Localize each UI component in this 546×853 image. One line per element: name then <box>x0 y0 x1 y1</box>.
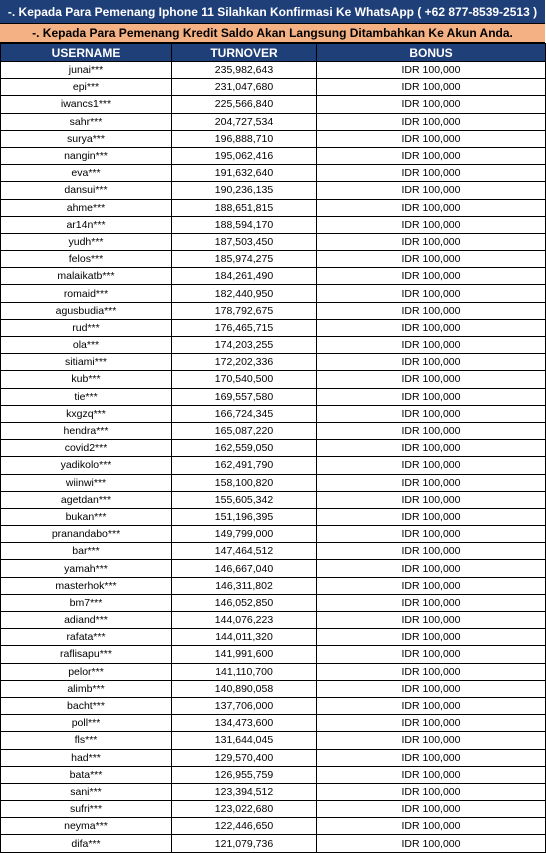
bonus-cell: IDR 100,000 <box>317 422 546 439</box>
turnover-cell: 126,955,759 <box>172 766 317 783</box>
turnover-cell: 147,464,512 <box>172 543 317 560</box>
turnover-cell: 178,792,675 <box>172 302 317 319</box>
turnover-cell: 137,706,000 <box>172 697 317 714</box>
bonus-cell: IDR 100,000 <box>317 732 546 749</box>
turnover-cell: 187,503,450 <box>172 233 317 250</box>
table-row <box>1 371 546 388</box>
header-username: USERNAME <box>1 44 172 62</box>
bonus-cell: IDR 100,000 <box>317 268 546 285</box>
table-row <box>1 526 546 543</box>
table-row <box>1 697 546 714</box>
bonus-cell: IDR 100,000 <box>317 319 546 336</box>
turnover-cell: 141,991,600 <box>172 646 317 663</box>
username-cell: difa*** <box>1 835 172 852</box>
table-row <box>1 422 546 439</box>
bonus-cell: IDR 100,000 <box>317 337 546 354</box>
bonus-cell: IDR 100,000 <box>317 233 546 250</box>
bonus-cell: IDR 100,000 <box>317 216 546 233</box>
winners-table <box>0 43 546 853</box>
bonus-cell: IDR 100,000 <box>317 577 546 594</box>
username-cell: pelor*** <box>1 663 172 680</box>
username-cell: bata*** <box>1 766 172 783</box>
table-row <box>1 663 546 680</box>
table-row <box>1 749 546 766</box>
table-row <box>1 79 546 96</box>
table-row <box>1 766 546 783</box>
bonus-cell: IDR 100,000 <box>317 680 546 697</box>
turnover-cell: 129,570,400 <box>172 749 317 766</box>
table-row <box>1 508 546 525</box>
username-cell: masterhok*** <box>1 577 172 594</box>
username-cell: neyma*** <box>1 818 172 835</box>
username-cell: iwancs1*** <box>1 96 172 113</box>
username-cell: bar*** <box>1 543 172 560</box>
table-row <box>1 835 546 852</box>
username-cell: sani*** <box>1 783 172 800</box>
turnover-cell: 141,110,700 <box>172 663 317 680</box>
bonus-cell: IDR 100,000 <box>317 440 546 457</box>
username-cell: fls*** <box>1 732 172 749</box>
username-cell: epi*** <box>1 79 172 96</box>
bonus-cell: IDR 100,000 <box>317 474 546 491</box>
table-row <box>1 337 546 354</box>
username-cell: poll*** <box>1 715 172 732</box>
table-row <box>1 594 546 611</box>
bonus-cell: IDR 100,000 <box>317 96 546 113</box>
turnover-cell: 123,394,512 <box>172 783 317 800</box>
bonus-cell: IDR 100,000 <box>317 612 546 629</box>
credit-notice-banner <box>0 24 545 43</box>
username-cell: hendra*** <box>1 422 172 439</box>
turnover-cell: 169,557,580 <box>172 388 317 405</box>
table-row <box>1 440 546 457</box>
username-cell: yamah*** <box>1 560 172 577</box>
table-row <box>1 302 546 319</box>
table-row <box>1 715 546 732</box>
table-row <box>1 491 546 508</box>
turnover-cell: 140,890,058 <box>172 680 317 697</box>
turnover-cell: 190,236,135 <box>172 182 317 199</box>
bonus-cell: IDR 100,000 <box>317 285 546 302</box>
bonus-cell: IDR 100,000 <box>317 818 546 835</box>
username-cell: tie*** <box>1 388 172 405</box>
table-row <box>1 560 546 577</box>
username-cell: ahme*** <box>1 199 172 216</box>
username-cell: felos*** <box>1 251 172 268</box>
bonus-cell: IDR 100,000 <box>317 147 546 164</box>
table-row <box>1 130 546 147</box>
username-cell: kxgzq*** <box>1 405 172 422</box>
table-body <box>1 62 546 853</box>
username-cell: ar14n*** <box>1 216 172 233</box>
bonus-cell: IDR 100,000 <box>317 594 546 611</box>
turnover-cell: 131,644,045 <box>172 732 317 749</box>
turnover-cell: 225,566,840 <box>172 96 317 113</box>
bonus-cell: IDR 100,000 <box>317 801 546 818</box>
turnover-cell: 134,473,600 <box>172 715 317 732</box>
username-cell: agusbudia*** <box>1 302 172 319</box>
bonus-cell: IDR 100,000 <box>317 457 546 474</box>
table-row <box>1 113 546 130</box>
turnover-cell: 149,799,000 <box>172 526 317 543</box>
bonus-cell: IDR 100,000 <box>317 405 546 422</box>
table-row <box>1 818 546 835</box>
credit-notice-text: -. Kepada Para Pemenang Kredit Saldo Akan Langsung Ditambahkan Ke Akun Anda. <box>32 26 513 40</box>
username-cell: romaid*** <box>1 285 172 302</box>
turnover-cell: 176,465,715 <box>172 319 317 336</box>
bonus-cell: IDR 100,000 <box>317 526 546 543</box>
bonus-cell: IDR 100,000 <box>317 749 546 766</box>
turnover-cell: 196,888,710 <box>172 130 317 147</box>
table-row <box>1 801 546 818</box>
turnover-cell: 184,261,490 <box>172 268 317 285</box>
turnover-cell: 182,440,950 <box>172 285 317 302</box>
username-cell: sitiami*** <box>1 354 172 371</box>
bonus-cell: IDR 100,000 <box>317 646 546 663</box>
table-row <box>1 612 546 629</box>
bonus-cell: IDR 100,000 <box>317 113 546 130</box>
table-row <box>1 388 546 405</box>
bonus-cell: IDR 100,000 <box>317 354 546 371</box>
turnover-cell: 185,974,275 <box>172 251 317 268</box>
turnover-cell: 162,491,790 <box>172 457 317 474</box>
username-cell: adiand*** <box>1 612 172 629</box>
bonus-cell: IDR 100,000 <box>317 491 546 508</box>
bonus-cell: IDR 100,000 <box>317 79 546 96</box>
username-cell: pranandabo*** <box>1 526 172 543</box>
bonus-cell: IDR 100,000 <box>317 766 546 783</box>
turnover-cell: 144,076,223 <box>172 612 317 629</box>
username-cell: yadikolo*** <box>1 457 172 474</box>
bonus-cell: IDR 100,000 <box>317 697 546 714</box>
username-cell: wiinwi*** <box>1 474 172 491</box>
username-cell: rafata*** <box>1 629 172 646</box>
turnover-cell: 188,651,815 <box>172 199 317 216</box>
username-cell: surya*** <box>1 130 172 147</box>
username-cell: bacht*** <box>1 697 172 714</box>
bonus-cell: IDR 100,000 <box>317 62 546 79</box>
bonus-cell: IDR 100,000 <box>317 251 546 268</box>
turnover-cell: 195,062,416 <box>172 147 317 164</box>
table-row <box>1 783 546 800</box>
table-row <box>1 577 546 594</box>
table-row <box>1 319 546 336</box>
bonus-cell: IDR 100,000 <box>317 560 546 577</box>
table-row <box>1 405 546 422</box>
bonus-cell: IDR 100,000 <box>317 835 546 852</box>
username-cell: dansui*** <box>1 182 172 199</box>
table-row <box>1 474 546 491</box>
bonus-cell: IDR 100,000 <box>317 629 546 646</box>
table-row <box>1 182 546 199</box>
turnover-cell: 144,011,320 <box>172 629 317 646</box>
turnover-cell: 162,559,050 <box>172 440 317 457</box>
table-row <box>1 268 546 285</box>
turnover-cell: 146,311,802 <box>172 577 317 594</box>
table-row <box>1 629 546 646</box>
username-cell: sufri*** <box>1 801 172 818</box>
table-row <box>1 165 546 182</box>
turnover-cell: 122,446,650 <box>172 818 317 835</box>
username-cell: eva*** <box>1 165 172 182</box>
turnover-cell: 146,052,850 <box>172 594 317 611</box>
bonus-cell: IDR 100,000 <box>317 302 546 319</box>
table-header-row <box>1 44 546 62</box>
table-row <box>1 354 546 371</box>
table-row <box>1 457 546 474</box>
table-row <box>1 62 546 79</box>
turnover-cell: 172,202,336 <box>172 354 317 371</box>
bonus-cell: IDR 100,000 <box>317 199 546 216</box>
turnover-cell: 231,047,680 <box>172 79 317 96</box>
username-cell: bukan*** <box>1 508 172 525</box>
turnover-cell: 204,727,534 <box>172 113 317 130</box>
username-cell: rud*** <box>1 319 172 336</box>
table-row <box>1 543 546 560</box>
turnover-cell: 121,079,736 <box>172 835 317 852</box>
whatsapp-banner <box>0 0 545 24</box>
turnover-cell: 191,632,640 <box>172 165 317 182</box>
table-row <box>1 216 546 233</box>
bonus-cell: IDR 100,000 <box>317 543 546 560</box>
username-cell: raflisapu*** <box>1 646 172 663</box>
table-row <box>1 680 546 697</box>
username-cell: malaikatb*** <box>1 268 172 285</box>
table-row <box>1 199 546 216</box>
turnover-cell: 188,594,170 <box>172 216 317 233</box>
username-cell: ola*** <box>1 337 172 354</box>
turnover-cell: 235,982,643 <box>172 62 317 79</box>
turnover-cell: 146,667,040 <box>172 560 317 577</box>
table-row <box>1 646 546 663</box>
bonus-cell: IDR 100,000 <box>317 388 546 405</box>
username-cell: had*** <box>1 749 172 766</box>
bonus-cell: IDR 100,000 <box>317 783 546 800</box>
username-cell: yudh*** <box>1 233 172 250</box>
bonus-cell: IDR 100,000 <box>317 371 546 388</box>
turnover-cell: 151,196,395 <box>172 508 317 525</box>
username-cell: bm7*** <box>1 594 172 611</box>
header-turnover: TURNOVER <box>172 44 317 62</box>
table-row <box>1 96 546 113</box>
username-cell: sahr*** <box>1 113 172 130</box>
username-cell: alimb*** <box>1 680 172 697</box>
bonus-cell: IDR 100,000 <box>317 165 546 182</box>
username-cell: covid2*** <box>1 440 172 457</box>
username-cell: nangin*** <box>1 147 172 164</box>
table-row <box>1 285 546 302</box>
table-row <box>1 147 546 164</box>
turnover-cell: 158,100,820 <box>172 474 317 491</box>
turnover-cell: 170,540,500 <box>172 371 317 388</box>
table-row <box>1 251 546 268</box>
username-cell: agetdan*** <box>1 491 172 508</box>
turnover-cell: 123,022,680 <box>172 801 317 818</box>
turnover-cell: 166,724,345 <box>172 405 317 422</box>
turnover-cell: 155,605,342 <box>172 491 317 508</box>
turnover-cell: 174,203,255 <box>172 337 317 354</box>
header-bonus: BONUS <box>317 44 546 62</box>
username-cell: kub*** <box>1 371 172 388</box>
bonus-cell: IDR 100,000 <box>317 508 546 525</box>
bonus-cell: IDR 100,000 <box>317 663 546 680</box>
bonus-cell: IDR 100,000 <box>317 715 546 732</box>
bonus-cell: IDR 100,000 <box>317 130 546 147</box>
username-cell: junai*** <box>1 62 172 79</box>
whatsapp-banner-text: -. Kepada Para Pemenang Iphone 11 Silahkan Konfirmasi Ke WhatsApp ( +62 877-8539-2513 ) <box>7 4 538 19</box>
turnover-cell: 165,087,220 <box>172 422 317 439</box>
table-row <box>1 732 546 749</box>
bonus-cell: IDR 100,000 <box>317 182 546 199</box>
table-row <box>1 233 546 250</box>
